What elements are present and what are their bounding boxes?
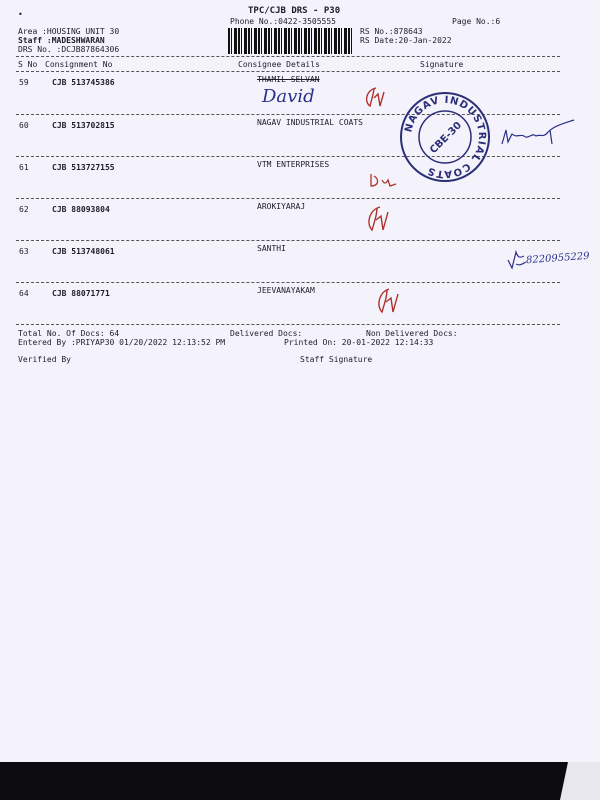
row-divider [16,282,560,283]
row-consignee: NAGAV INDUSTRIAL COATS [257,118,363,127]
row-consignee: SANTHI [257,244,286,253]
divider [16,56,560,57]
scan-edge [0,762,600,800]
row-consignment: CJB 88071771 [52,289,110,298]
company-stamp [398,90,492,184]
row-consignee: VTM ENTERPRISES [257,160,330,169]
column-signature: Signature [420,60,464,69]
staff-label: Staff :MADESHWARAN [18,36,105,45]
signature-mark [364,204,394,234]
row-consignment: CJB 513727155 [52,163,115,172]
handwritten-signature-david: David [262,86,315,107]
handwritten-phone-number: 8220955229 [525,250,590,267]
verified-by: Verified By [18,355,71,364]
rs-date: RS Date:20-Jan-2022 [360,36,452,45]
row-consignment: CJB 513745386 [52,78,115,87]
non-delivered-docs: Non Delivered Docs: [366,329,458,338]
row-divider [16,240,560,241]
header-bullet: • [18,10,23,19]
row-divider [16,198,560,199]
row-consignee: AROKIYARAJ [257,202,306,211]
row-consignee: THAMIL SELVAN [257,75,320,84]
signature-mark [498,116,578,152]
row-consignment: CJB 513748061 [52,247,115,256]
row-sno: 64 [19,289,29,298]
staff-signature: Staff Signature [300,355,373,364]
row-sno: 62 [19,205,29,214]
total-docs: Total No. Of Docs: 64 [18,329,120,338]
phone-number: Phone No.:0422-3505555 [230,17,336,26]
row-consignment: CJB 513702815 [52,121,115,130]
row-sno: 61 [19,163,29,172]
document-title: TPC/CJB DRS - P30 [248,6,341,16]
printed-on: Printed On: 20-01-2022 12:14:33 [284,338,434,347]
row-sno: 59 [19,78,29,87]
stamp-text: NAGAV INDUSTRIAL COATS [403,94,488,180]
signature-mark [374,286,404,316]
barcode [228,28,352,54]
row-divider [16,324,560,325]
row-consignee: JEEVANAYAKAM [257,286,315,295]
delivered-docs: Delivered Docs: [230,329,303,338]
rs-number: RS No.:878643 [360,27,423,36]
page-number: Page No.:6 [452,17,501,26]
column-sno: S No [18,60,38,69]
row-sno: 63 [19,247,29,256]
drs-number: DRS No. :DCJB87864306 [18,45,120,54]
divider [16,71,560,72]
column-consignment: Consignment No [45,60,113,69]
signature-mark [368,170,398,190]
area-label: Area :HOUSING UNIT 30 [18,27,120,36]
row-consignment: CJB 88093804 [52,205,110,214]
column-consignee: Consignee Details [238,60,320,69]
entered-by: Entered By :PRIYAP30 01/20/2022 12:13:52 PM [18,338,226,347]
stamp-code: CBE-30 [428,120,465,157]
signature-mark [506,246,528,272]
signature-mark [362,84,388,110]
row-sno: 60 [19,121,29,130]
